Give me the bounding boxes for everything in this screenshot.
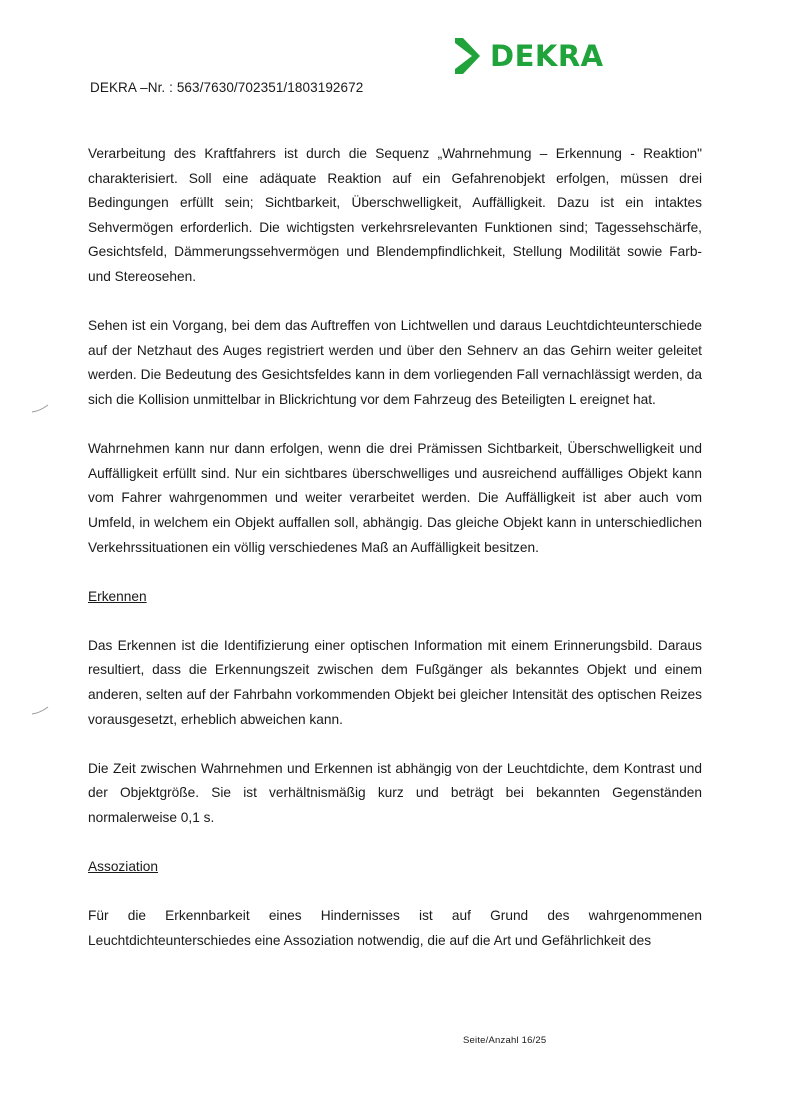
document-number: DEKRA –Nr. : 563/7630/702351/1803192672 [90, 80, 364, 95]
heading-erkennen: Erkennen [88, 588, 147, 604]
dekra-logo [452, 36, 604, 76]
paragraph-recognition: Das Erkennen ist die Identifizierung einer optischen Information mit einem Erinnerungsbild. Daraus resultiert, dass die Erkennungszeit zwischen dem Fußgänger als bekanntes Objekt und einem anderen, selten auf der Fahrbahn vorkommenden Objekt bei gleicher Intensität des optischen Reizes vorausgesetzt, erheblich abweichen kann. [88, 637, 702, 727]
dekra-logo-icon [452, 36, 482, 76]
paragraph-association: Für die Erkennbarkeit eines Hindernisses ist auf Grund des wahrgenommenen Leuchtdichteunterschiedes eine Assoziation notwendig, die auf die Art und Gefährlichkeit des [88, 908, 702, 948]
margin-pencil-mark [30, 704, 50, 716]
heading-assoziation: Assoziation [88, 859, 158, 875]
document-body [88, 142, 702, 978]
paragraph-recognition-time: Die Zeit zwischen Wahrnehmen und Erkennen ist abhängig von der Leuchtdichte, dem Kontrast und der Objektgröße. Sie ist verhältnismäßig kurz und beträgt bei bekannten Gegenständen normalerweise 0,1 s. [88, 760, 702, 826]
paragraph-seeing: Sehen ist ein Vorgang, bei dem das Auftreffen von Lichtwellen und daraus Leuchtdichteunterschiede auf der Netzhaut des Auges registriert werden und über den Sehnerv an das Gehirn weiter geleitet werden. Die Bedeutung des Gesichtsfeldes kann in dem vorliegenden Fall vernachlässigt werden, da sich die Kollision unmittelbar in Blickrichtung vor dem Fahrzeug des Beteiligten L ereignet hat. [88, 318, 702, 407]
paragraph-perceiving: Wahrnehmen kann nur dann erfolgen, wenn die drei Prämissen Sichtbarkeit, Überschwelligkeit und Auffälligkeit erfüllt sind. Nur ein sichtbares überschwelliges und ausreichend auffälliges Objekt kann vom Fahrer wahrgenommen und weiter verarbeitet werden. Die Auffälligkeit ist aber auch vom Umfeld, in welchem ein Objekt auffallen soll, abhängig. Das gleiche Objekt kann in unterschiedlichen Verkehrssituationen ein völlig verschiedenes Maß an Auffälligkeit besitzen. [88, 441, 702, 555]
margin-pencil-mark [30, 402, 50, 414]
page-footer: Seite/Anzahl 16/25 [463, 1035, 547, 1046]
dekra-logo-text: DEKRA [490, 38, 604, 73]
paragraph-processing: Verarbeitung des Kraftfahrers ist durch die Sequenz „Wahrnehmung – Erkennung - Reaktion" charakterisiert. Soll eine adäquate Reaktion auf ein Gefahrenobjekt erfolgen, müssen drei Bedingungen erfüllt sein; Sichtbarkeit, Überschwelligkeit, Auffälligkeit. Dazu ist ein intaktes Sehvermögen erforderlich. Die wichtigsten verkehrsrelevanten Funktionen sind; Tagessehschärfe, Gesichtsfeld, Dämmerungssehvermögen und Blendempfindlichkeit, Stellung Modilität sowie Farb- und Stereosehen. [88, 146, 702, 284]
